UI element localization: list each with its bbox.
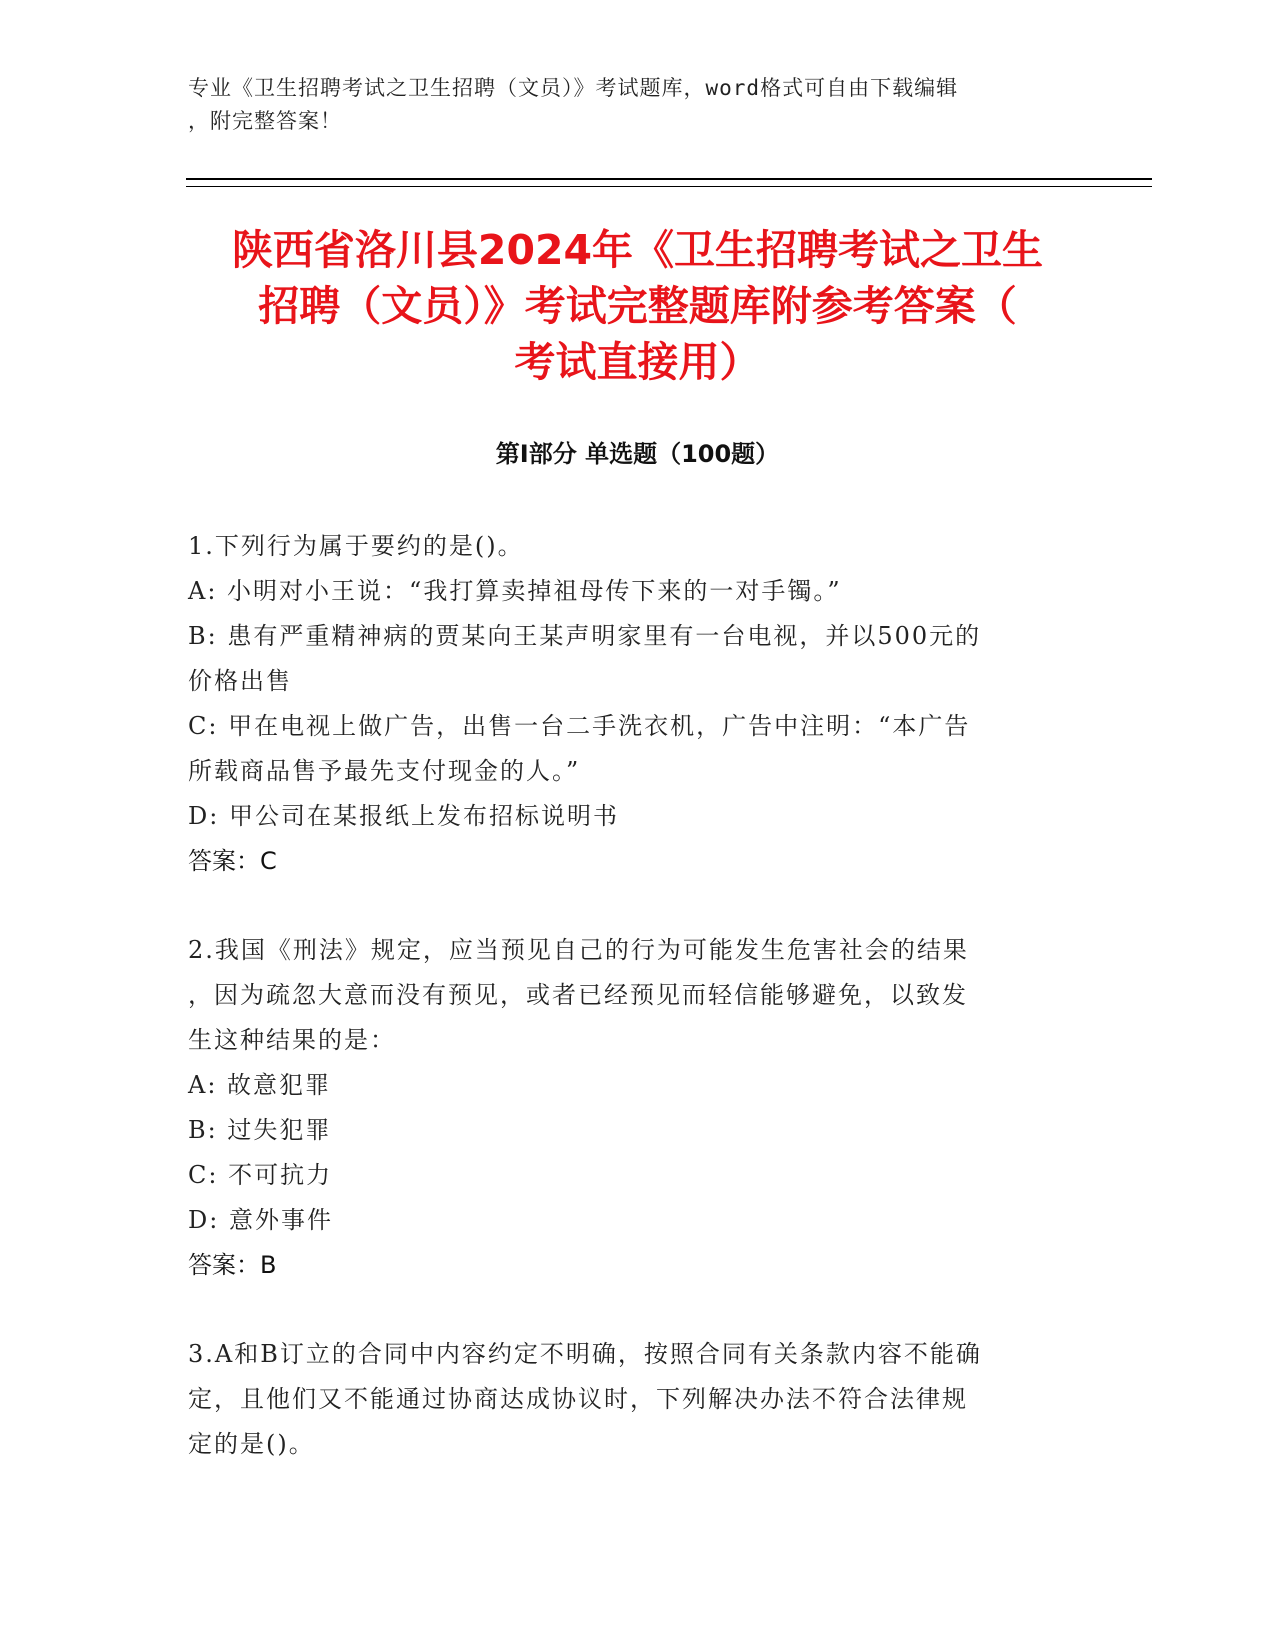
question-block — [188, 524, 1088, 884]
header-note — [188, 72, 1088, 138]
question-block — [188, 1332, 1088, 1467]
answer-key: 答案：C — [188, 847, 277, 875]
header-note-line-2: ，附完整答案！ — [188, 109, 342, 133]
answer-option-line: B: 患有严重精神病的贾某向王某声明家里有一台电视，并以500元的 — [188, 622, 982, 650]
document-title-line-2: 招聘（文员）》考试完整题库附参考答案（ — [258, 282, 1017, 330]
question-list — [188, 524, 1088, 1511]
question-stem-line: 2.我国《刑法》规定，应当预见自己的行为可能发生危害社会的结果 — [188, 936, 969, 964]
question-block — [188, 928, 1088, 1288]
answer-option-line: B: 过失犯罪 — [188, 1116, 332, 1144]
question-stem-line: 3.A和B订立的合同中内容约定不明确，按照合同有关条款内容不能确 — [188, 1340, 982, 1368]
question-stem-line: 定，且他们又不能通过协商达成协议时，下列解决办法不符合法律规 — [188, 1385, 968, 1413]
answer-key: 答案：B — [188, 1251, 277, 1279]
answer-option-line: C: 不可抗力 — [188, 1161, 333, 1189]
answer-option-line: A: 故意犯罪 — [188, 1071, 332, 1099]
question-stem-line: 生这种结果的是： — [188, 1026, 396, 1054]
section-heading: 第I部分 单选题（100题） — [495, 440, 780, 468]
question-stem-line: 1.下列行为属于要约的是()。 — [188, 532, 524, 560]
header-rule-thick — [186, 178, 1152, 180]
answer-option-line: D: 意外事件 — [188, 1206, 333, 1234]
answer-option-line: 价格出售 — [188, 667, 292, 695]
header-note-line-1: 专业《卫生招聘考试之卫生招聘（文员）》考试题库，word格式可自由下载编辑 — [188, 76, 959, 100]
answer-option-line: 所载商品售予最先支付现金的人。” — [188, 757, 581, 785]
document-title-line-3: 考试直接用） — [514, 338, 761, 386]
answer-option-line: D: 甲公司在某报纸上发布招标说明书 — [188, 802, 619, 830]
question-stem-line: 定的是()。 — [188, 1430, 315, 1458]
header-rule-thin — [186, 186, 1152, 187]
document-title-line-1: 陕西省洛川县2024年《卫生招聘考试之卫生 — [231, 226, 1044, 274]
answer-option-line: A: 小明对小王说：“我打算卖掉祖母传下来的一对手镯。” — [188, 577, 842, 605]
answer-option-line: C: 甲在电视上做广告，出售一台二手洗衣机，广告中注明：“本广告 — [188, 712, 971, 740]
document-title — [160, 222, 1115, 390]
question-stem-line: ，因为疏忽大意而没有预见，或者已经预见而轻信能够避免，以致发 — [188, 981, 968, 1009]
